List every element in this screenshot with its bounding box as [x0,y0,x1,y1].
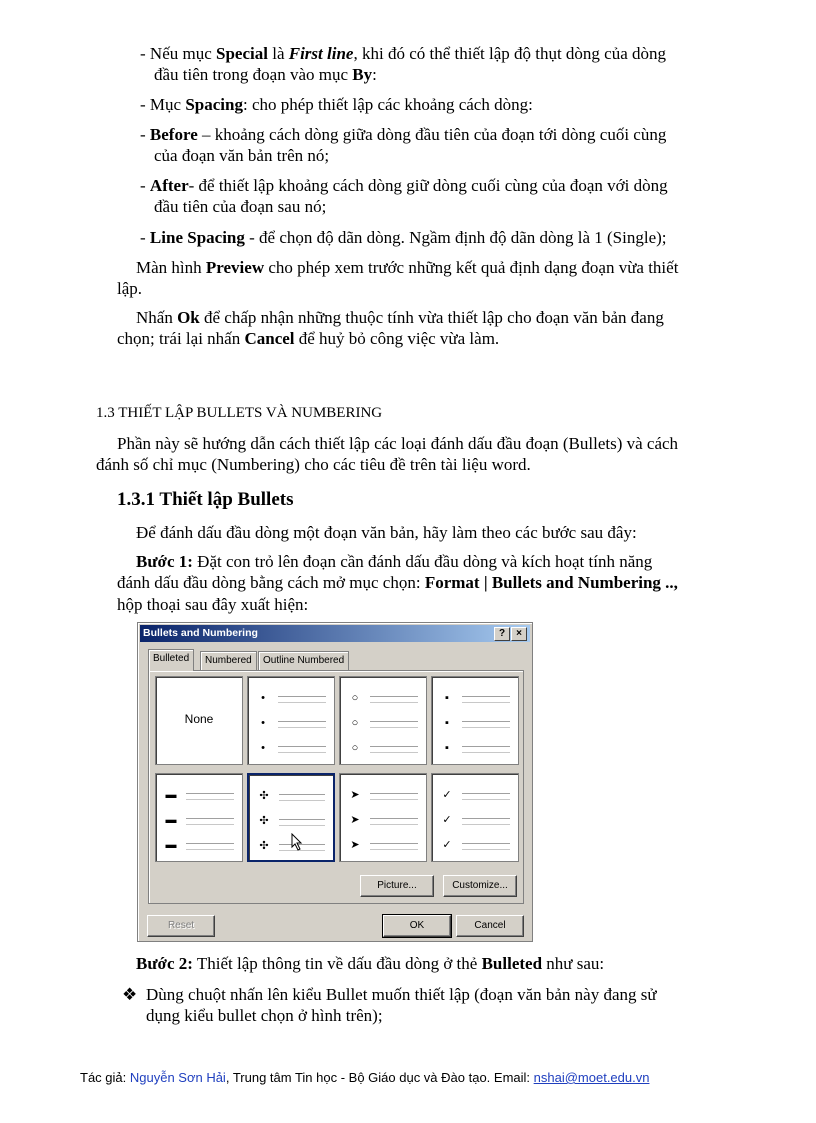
step2-line: Bước 2: Thiết lập thông tin về dấu đầu dòng ở thẻ Bulleted như sau: [136,954,605,973]
step1-line-1: Bước 1: Đặt con trỏ lên đoạn cần đánh dấu đầu dòng và kích hoạt tính năng [136,552,653,571]
step2-bullet-line-1: Dùng chuột nhấn lên kiểu Bullet muốn thiết lập (đoạn văn bản này đang sử [146,985,657,1004]
bullet-style-check[interactable] [431,773,519,862]
mouse-cursor-icon [291,833,303,851]
step2-bullet-line-2: dụng kiểu bullet chọn ở hình trên); [146,1006,383,1025]
tab-panel [148,670,524,904]
section-heading: 1.3 THIẾT LẬP BULLETS VÀ NUMBERING [96,405,383,421]
text-before: - Before – khoảng cách dòng giữa dòng đầu tiên của đoạn tới dòng cuối cùng [140,125,667,144]
bullets-dialog [137,622,533,942]
footer-middle: , Trung tâm Tin học - Bộ Giáo dục và Đào tạo. Email: [225,1070,534,1085]
dash-box-bullet-icon: ▬ [165,839,177,851]
none-label: None [184,712,214,726]
text-ok-cont: chọn; trái lại nhấn Cancel để huỷ bỏ công việc vừa làm. [117,329,500,348]
square-bullet-icon: ▪ [445,742,449,754]
text-spacing: - Mục Spacing: cho phép thiết lập các khoảng cách dòng: [140,95,533,114]
dialog-title: Bullets and Numbering [143,627,258,639]
check-bullet-icon: ✓ [442,839,452,851]
footer-prefix: Tác giả: [80,1070,130,1085]
diamond-bullet-icon: ✣ [259,815,269,827]
step1-line-2: đánh dấu đầu dòng bằng cách mở mục chọn: Format | Bullets and Numbering .., [117,573,678,592]
bullet-style-none[interactable] [155,676,243,765]
bullet-style-square[interactable] [431,676,519,765]
bullet-style-diamond-selected[interactable] [247,773,335,862]
square-bullet-icon: ▪ [445,692,449,704]
step-intro: Để đánh dấu đầu dòng một đoạn văn bản, hãy làm theo các bước sau đây: [136,523,637,542]
dot-bullet-icon: • [261,717,265,729]
tab-bulleted[interactable]: Bulleted [148,649,194,671]
text-after-cont: đầu tiên của đoạn sau nó; [154,197,327,216]
text-preview-cont: lập. [117,279,143,298]
customize-button[interactable]: Customize... [443,875,517,897]
dot-bullet-icon: • [261,692,265,704]
tab-numbered[interactable]: Numbered [200,651,257,670]
footer-author: Nguyễn Sơn Hải [129,1070,226,1085]
reset-button[interactable]: Reset [147,915,215,937]
footer-email-link[interactable]: nshai@moet.edu.vn [533,1070,650,1085]
arrow-bullet-icon: ➤ [350,789,360,801]
text-special: - Nếu mục Special là First line, khi đó có thể thiết lập độ thụt dòng của dòng [140,44,667,63]
text-special-cont: đầu tiên trong đoạn vào mục By: [154,65,377,84]
bullet-style-dot[interactable] [247,676,335,765]
intro-line-2: đánh số chỉ mục (Numbering) cho các tiêu đề trên tài liệu word. [96,455,531,474]
text-after: - After- để thiết lập khoảng cách dòng giữ dòng cuối cùng của đoạn với dòng [140,176,668,195]
dot-bullet-icon: • [261,742,265,754]
circle-bullet-icon: ○ [351,742,359,754]
bullet-style-circle[interactable] [339,676,427,765]
circle-bullet-icon: ○ [351,692,359,704]
intro-line-1: Phần này sẽ hướng dẫn cách thiết lập các loại đánh dấu đầu đoạn (Bullets) và cách [117,434,679,453]
dialog-titlebar [140,625,530,642]
help-icon[interactable]: ? [494,627,510,641]
dash-box-bullet-icon: ▬ [165,814,177,826]
ok-button[interactable]: OK [383,915,451,937]
tab-outline-numbered[interactable]: Outline Numbered [258,651,349,670]
cancel-button[interactable]: Cancel [456,915,524,937]
bullet-style-arrow[interactable] [339,773,427,862]
text-ok: Nhấn Ok để chấp nhận những thuộc tính vừa thiết lập cho đoạn văn bản đang [136,308,664,327]
step1-line-3: hộp thoại sau đây xuất hiện: [117,595,309,614]
dash-box-bullet-icon: ▬ [165,789,177,801]
text-before-cont: của đoạn văn bản trên nó; [154,146,330,165]
text-line-spacing: - Line Spacing - để chọn độ dãn dòng. Ngầm định độ dãn dòng là 1 (Single); [140,228,667,247]
bullet-style-dash-box[interactable] [155,773,243,862]
diamond-bullet-icon: ✣ [259,840,269,852]
close-icon[interactable]: × [511,627,527,641]
circle-bullet-icon: ○ [351,717,359,729]
arrow-bullet-icon: ➤ [350,839,360,851]
check-bullet-icon: ✓ [442,814,452,826]
check-bullet-icon: ✓ [442,789,452,801]
arrow-bullet-icon: ➤ [350,814,360,826]
square-bullet-icon: ▪ [445,717,449,729]
sub-heading: 1.3.1 Thiết lập Bullets [117,489,294,510]
diamond-list-icon: ❖ [122,985,138,1004]
picture-button[interactable]: Picture... [360,875,434,897]
page-footer [80,1070,649,1085]
text-preview: Màn hình Preview cho phép xem trước những kết quả định dạng đoạn vừa thiết [136,258,679,277]
diamond-bullet-icon: ✣ [259,790,269,802]
